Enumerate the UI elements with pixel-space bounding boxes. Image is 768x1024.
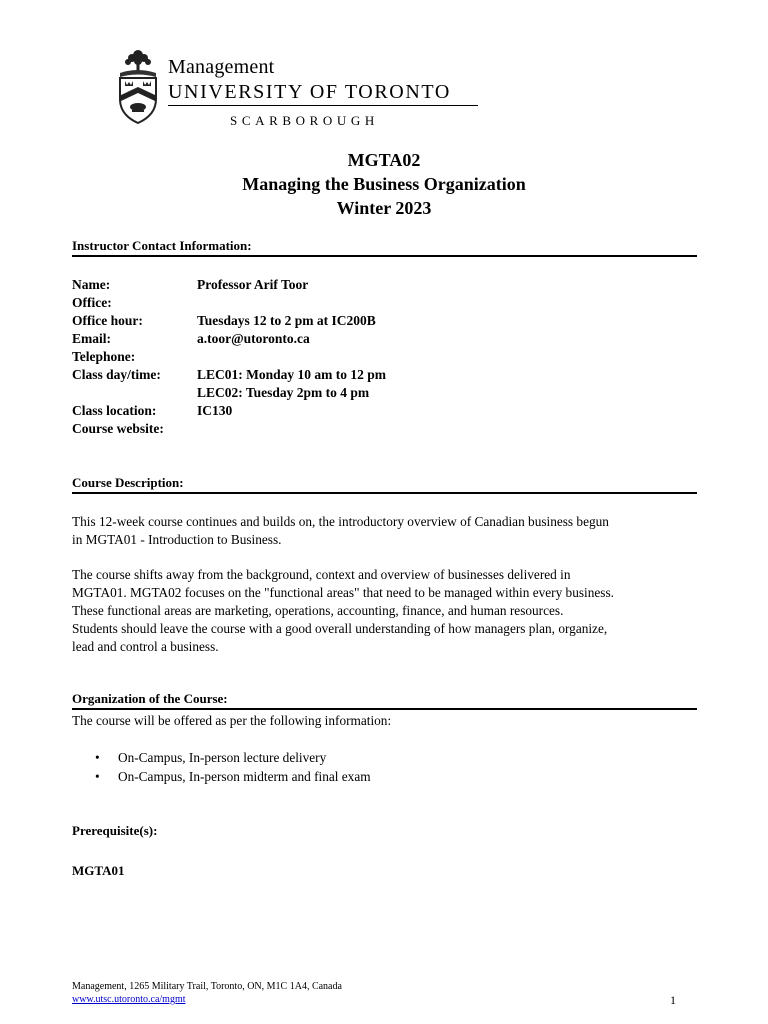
contact-row: [72, 294, 672, 312]
list-item-text: On-Campus, In-person midterm and final exam: [118, 769, 371, 784]
contact-row: [72, 276, 672, 294]
contact-value: Tuesdays 12 to 2 pm at IC200B: [197, 313, 376, 328]
contact-value: LEC02: Tuesday 2pm to 4 pm: [197, 385, 370, 400]
organization-list: [72, 748, 672, 786]
text-line: MGTA01. MGTA02 focuses on the "functional areas" that need to be managed within every business.: [72, 585, 614, 600]
list-item-text: On-Campus, In-person lecture delivery: [118, 750, 327, 765]
course-name: Managing the Business Organization: [242, 174, 526, 194]
contact-table: [72, 276, 672, 438]
contact-row: [72, 330, 672, 348]
contact-label: Course website:: [72, 421, 164, 436]
contact-label: Office:: [72, 295, 112, 310]
brand-campus: SCARBOROUGH: [230, 113, 379, 128]
text-line: These functional areas are marketing, operations, accounting, finance, and human resources.: [72, 603, 564, 618]
course-code: MGTA02: [347, 150, 421, 170]
organization-intro: The course will be offered as per the following information:: [72, 713, 392, 728]
contact-heading: Instructor Contact Information:: [72, 238, 252, 253]
university-crest-icon: [114, 47, 162, 125]
brand-university: UNIVERSITY OF TORONTO: [168, 81, 451, 103]
contact-label: Email:: [72, 331, 111, 346]
contact-rule: [72, 255, 697, 257]
page-number: 1: [670, 993, 676, 1007]
description-paragraph-2: [72, 566, 697, 656]
course-term: Winter 2023: [336, 198, 432, 218]
contact-value: LEC01: Monday 10 am to 12 pm: [197, 367, 387, 382]
contact-row: [72, 402, 672, 420]
prerequisite-heading: Prerequisite(s):: [72, 823, 158, 838]
brand-divider: [168, 105, 478, 106]
contact-label: Class day/time:: [72, 367, 161, 382]
footer-address: Management, 1265 Military Trail, Toronto, ON, M1C 1A4, Canada: [72, 981, 342, 992]
list-item: [72, 748, 672, 767]
text-line: lead and control a business.: [72, 639, 219, 654]
description-rule: [72, 492, 697, 494]
bullet-icon: •: [95, 750, 100, 765]
contact-label: Telephone:: [72, 349, 136, 364]
contact-row: [72, 366, 672, 384]
contact-label: Office hour:: [72, 313, 143, 328]
contact-row: [72, 384, 672, 402]
prerequisite-value: MGTA01: [72, 863, 125, 878]
contact-value: IC130: [197, 403, 233, 418]
contact-value: Professor Arif Toor: [197, 277, 309, 292]
contact-row: [72, 312, 672, 330]
bullet-icon: •: [95, 769, 100, 784]
description-heading: Course Description:: [72, 475, 184, 490]
text-line: The course shifts away from the background, context and overview of businesses delivered in: [72, 567, 571, 582]
organization-rule: [72, 708, 697, 710]
list-item: [72, 767, 672, 786]
text-line: Students should leave the course with a good overall understanding of how managers plan, organize,: [72, 621, 608, 636]
text-line: in MGTA01 - Introduction to Business.: [72, 532, 282, 547]
contact-email[interactable]: a.toor@utoronto.ca: [197, 331, 310, 346]
brand-management: Management: [168, 56, 275, 78]
course-title-block: [0, 148, 768, 220]
contact-row: [72, 348, 672, 366]
university-logo: [112, 45, 492, 135]
footer-website-link[interactable]: www.utsc.utoronto.ca/mgmt: [72, 994, 186, 1005]
contact-label: Name:: [72, 277, 111, 292]
description-paragraph-1: [72, 513, 697, 549]
text-line: This 12-week course continues and builds on, the introductory overview of Canadian business begun: [72, 514, 609, 529]
organization-heading: Organization of the Course:: [72, 691, 228, 706]
page-footer: [72, 980, 692, 1006]
contact-row: [72, 420, 672, 438]
contact-label: Class location:: [72, 403, 157, 418]
